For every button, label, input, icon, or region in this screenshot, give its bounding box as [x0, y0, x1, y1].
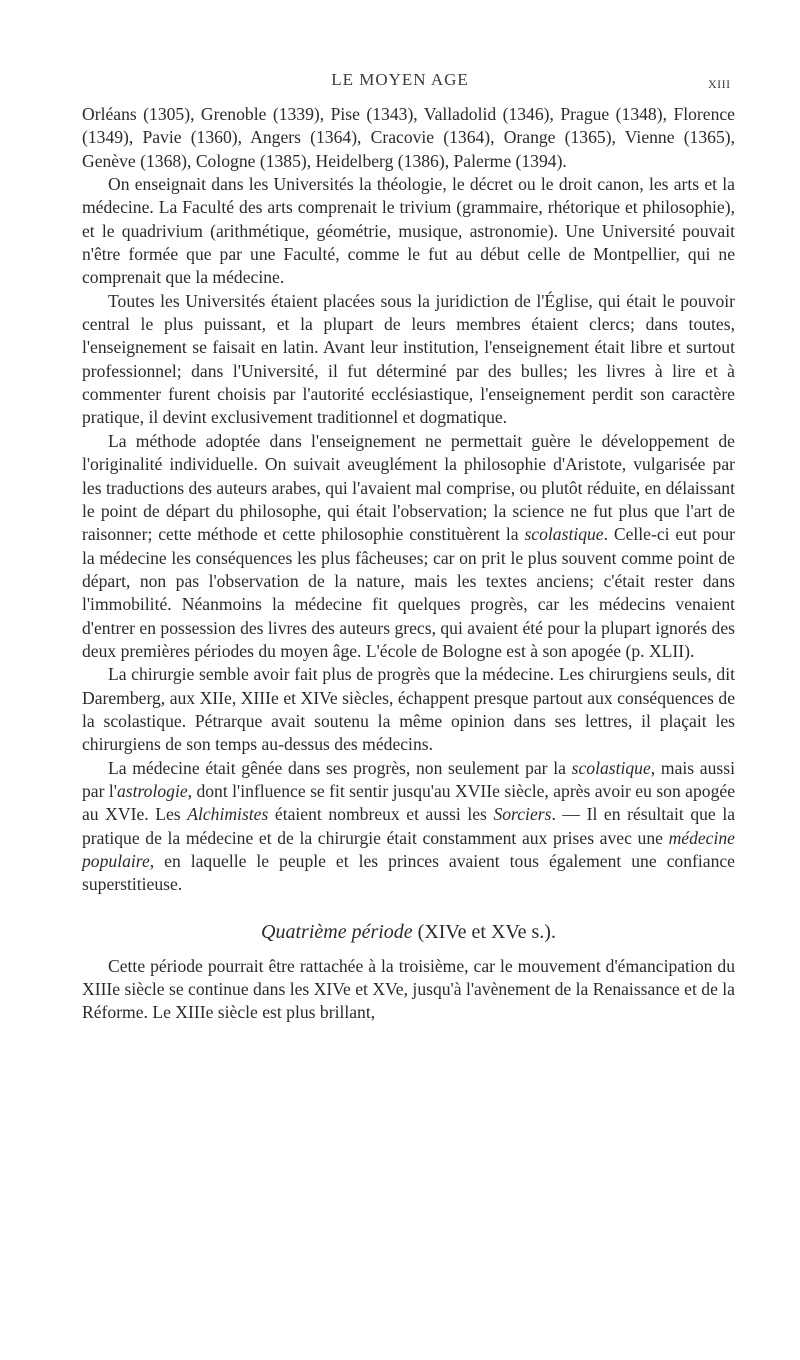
paragraph-fourth-period: Cette période pourrait être rattachée à la troisième, car le mouvement d'émancipation du XIIIe siècle se continue dans les XIVe et XVe, jusqu'à l'avènement de la Renaissance et de la Réforme. Le XIIIe siècle est plus brillant,	[82, 955, 735, 1023]
italic-term: Alchimistes	[187, 804, 269, 825]
section-heading	[82, 919, 735, 945]
body-text	[82, 103, 735, 1025]
text-run: . — Il en résultait que la pratique de la médecine et de la chirurgie était constamment aux prises avec une	[82, 804, 736, 848]
paragraph-faculties: On enseignait dans les Universités la théologie, le décret ou le droit canon, les arts et la médecine. La Faculté des arts comprenait le trivium (grammaire, rhétorique et philosophie), et le quadrivium (arithmétique, géométrie, musique, astronomie). Une Université pouvait n'être formée que par une Faculté, comme le fut au début celle de Montpellier, qui ne comprenait que la médecine.	[82, 174, 735, 288]
section-heading-dates: (XIVe et XVe s.).	[412, 920, 556, 943]
running-title: LE MOYEN AGE	[331, 70, 469, 89]
text-run: étaient nombreux et aussi les	[268, 804, 494, 825]
text-run: , mais aussi par l'	[82, 757, 735, 801]
text-run: , dont l'influence se fit sentir jusqu'au XVIIe siècle, après avoir eu son apogée au XVIe. Les	[82, 780, 735, 825]
text-run: . Celle-ci eut pour la médecine les conséquences les plus fâcheuses; car on prit le plus souvent comme point de départ, non pas l'observation de la nature, mais les textes anciens; c'était rester dans l'immobilité. Néanmoins la médecine fit quelques progrès, car les médecins venaient d'entrer en possession des livres des auteurs grecs, qui avaient été pour la plupart ignorés des deux premières périodes du moyen âge. L'école de Bologne est à son apogée (p. XLII).	[82, 524, 735, 661]
page-number: XIII	[708, 77, 731, 91]
paragraph-surgery: La chirurgie semble avoir fait plus de progrès que la médecine. Les chirurgiens seuls, dit Daremberg, aux XIIe, XIIIe et XIVe siècles, échappent presque partout aux conséquences de la scolastique. Pétrarque avait soutenu la même opinion dans ses lettres, il plaçait les chirurgiens de son temps au-dessus des médecins.	[82, 664, 735, 755]
section-heading-title: Quatrième période	[261, 920, 413, 943]
italic-term: médecine populaire	[82, 827, 735, 871]
text-run: La méthode adoptée dans l'enseignement ne permettait guère le développement de l'originalité individuelle. On suivait aveuglément la philosophie d'Aristote, vulgarisée par les traductions des auteurs arabes, qui l'avaient mal comprise, ou plutôt réduite, en délaissant le point de départ du philosophe, qui était l'observation; la science ne fut plus que l'art de raisonner; cette méthode et cette philosophie constituèrent la	[82, 430, 735, 545]
italic-term: astrologie	[116, 780, 188, 801]
text-run: , en laquelle le peuple et les princes avaient tous également une confiance superstitieuse.	[82, 851, 735, 895]
paragraph-obstacles	[82, 757, 735, 897]
text-run: La médecine était gênée dans ses progrès, non seulement par la	[108, 757, 572, 778]
italic-term: Sorciers	[493, 804, 552, 825]
italic-term: scolastique	[571, 757, 651, 778]
italic-term: scolastique	[524, 524, 604, 545]
paragraph-scholastic-method	[82, 430, 735, 663]
paragraph-church-jurisdiction: Toutes les Universités étaient placées sous la juridiction de l'Église, qui était le pouvoir central le plus puissant, et la plupart de leurs membres étaient clercs; dans toutes, l'enseignement se faisait en latin. Avant leur institution, l'enseignement était libre et surtout professionnel; dans l'Université, il fut déterminé par des bulles; les livres à lire et à commenter furent choisis par l'autorité ecclésiastique, l'enseignement perdit son caractère pratique, il devint exclusivement traditionnel et dogmatique.	[82, 290, 735, 428]
paragraph-universities-list: Orléans (1305), Grenoble (1339), Pise (1343), Valladolid (1346), Prague (1348), Florence (1349), Pavie (1360), Angers (1364), Cracovie (1364), Orange (1365), Vienne (1365), Genève (1368), Cologne (1385), Heidelberg (1386), Palerme (1394).	[82, 104, 735, 171]
